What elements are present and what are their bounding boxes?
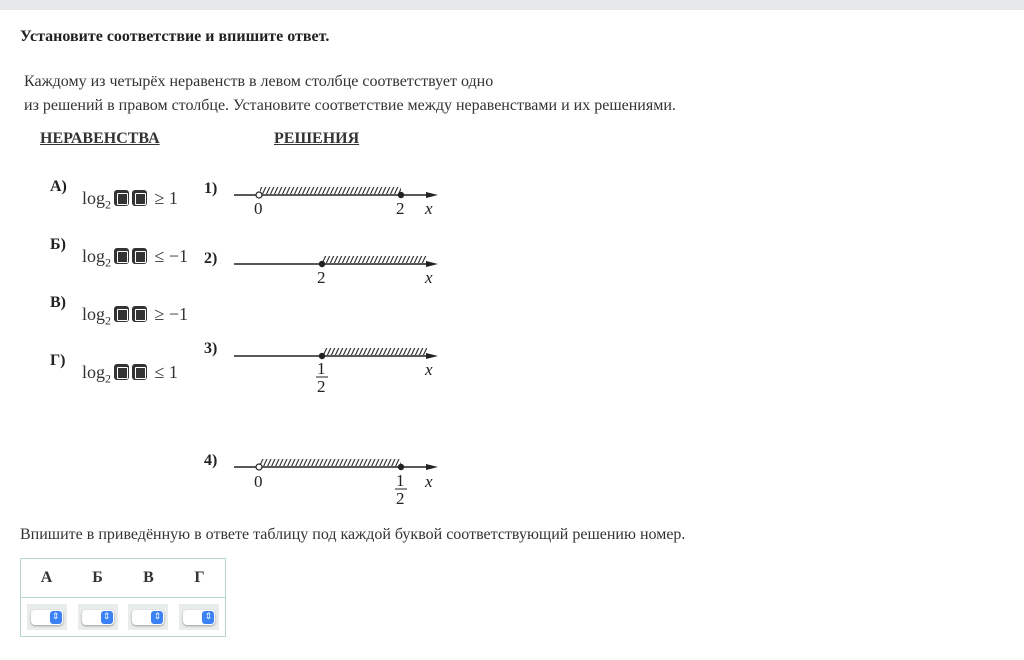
relation: ≤ −1 xyxy=(154,246,189,266)
solution-1-number: 1) xyxy=(204,180,218,197)
log-text: log xyxy=(82,304,106,324)
column-header-a: А xyxy=(21,559,73,598)
tick-label: 2 xyxy=(396,199,405,218)
task-title: Установите соответствие и впишите ответ. xyxy=(20,28,330,45)
log-base: 2 xyxy=(105,255,112,270)
solution-2-number: 2) xyxy=(204,250,218,267)
number-line-1 xyxy=(234,187,438,218)
arrow-icon xyxy=(426,464,438,470)
inequalities-header: НЕРАВЕНСТВА xyxy=(40,130,160,147)
arrow-icon xyxy=(426,353,438,359)
description-line: из решений в правом столбце. Установите соответствие между неравенствами и их решениями. xyxy=(24,97,676,114)
tick-label: 2 xyxy=(317,268,326,287)
answer-table xyxy=(20,558,226,637)
chevron-updown-icon: ⇕ xyxy=(101,611,113,624)
chevron-updown-icon: ⇕ xyxy=(202,611,214,624)
log-text: log xyxy=(82,188,106,208)
answer-select-a[interactable] xyxy=(31,610,63,625)
column-header-g: Г xyxy=(174,559,226,598)
number-line-2 xyxy=(234,256,438,287)
instruction-text: Впишите в приведённую в ответе таблицу под каждой буквой соответствующий решению номер. xyxy=(20,526,686,543)
solutions-header: РЕШЕНИЯ xyxy=(274,130,360,147)
column-header-b: Б xyxy=(72,559,123,598)
answer-select-v[interactable] xyxy=(132,610,164,625)
axis-label: x xyxy=(425,472,433,491)
axis-label: x xyxy=(425,268,433,287)
letter-a: А) xyxy=(50,178,67,195)
log-text: log xyxy=(82,362,106,382)
tick-label: 0 xyxy=(254,199,263,218)
solution-4-number: 4) xyxy=(204,452,218,469)
log-base: 2 xyxy=(105,313,112,328)
answer-select-g[interactable] xyxy=(183,610,215,625)
chevron-updown-icon: ⇕ xyxy=(50,611,62,624)
open-point xyxy=(256,192,262,198)
fraction-denominator: 2 xyxy=(317,377,326,396)
arrow-icon xyxy=(426,261,438,267)
closed-point xyxy=(319,261,325,267)
axis-label: x xyxy=(425,360,433,379)
log-text: log xyxy=(82,246,106,266)
relation: ≤ 1 xyxy=(154,362,178,382)
open-point xyxy=(256,464,262,470)
letter-g: Г) xyxy=(50,352,66,369)
log-base: 2 xyxy=(105,371,112,386)
letter-v: В) xyxy=(50,294,66,311)
relation: ≥ 1 xyxy=(154,188,178,208)
number-line-4 xyxy=(234,459,438,508)
log-base: 2 xyxy=(105,197,112,212)
letter-b: Б) xyxy=(50,236,66,253)
fraction-denominator: 2 xyxy=(396,489,405,508)
number-line-3 xyxy=(234,348,438,396)
fraction-numerator: 1 xyxy=(317,359,326,378)
hatched-interval xyxy=(323,256,427,263)
hatched-interval xyxy=(323,348,427,355)
description-line: Каждому из четырёх неравенств в левом столбце соответствует одно xyxy=(24,73,494,90)
closed-point xyxy=(398,192,404,198)
column-header-v: В xyxy=(123,559,174,598)
chevron-updown-icon: ⇕ xyxy=(151,611,163,624)
solution-3-number: 3) xyxy=(204,340,218,357)
answer-select-b[interactable] xyxy=(82,610,114,625)
axis-label: x xyxy=(425,199,433,218)
tick-label: 0 xyxy=(254,472,263,491)
fraction-numerator: 1 xyxy=(396,471,405,490)
closed-point xyxy=(398,464,404,470)
arrow-icon xyxy=(426,192,438,198)
hatched-interval xyxy=(260,459,401,466)
relation: ≥ −1 xyxy=(154,304,189,324)
hatched-interval xyxy=(260,187,401,194)
